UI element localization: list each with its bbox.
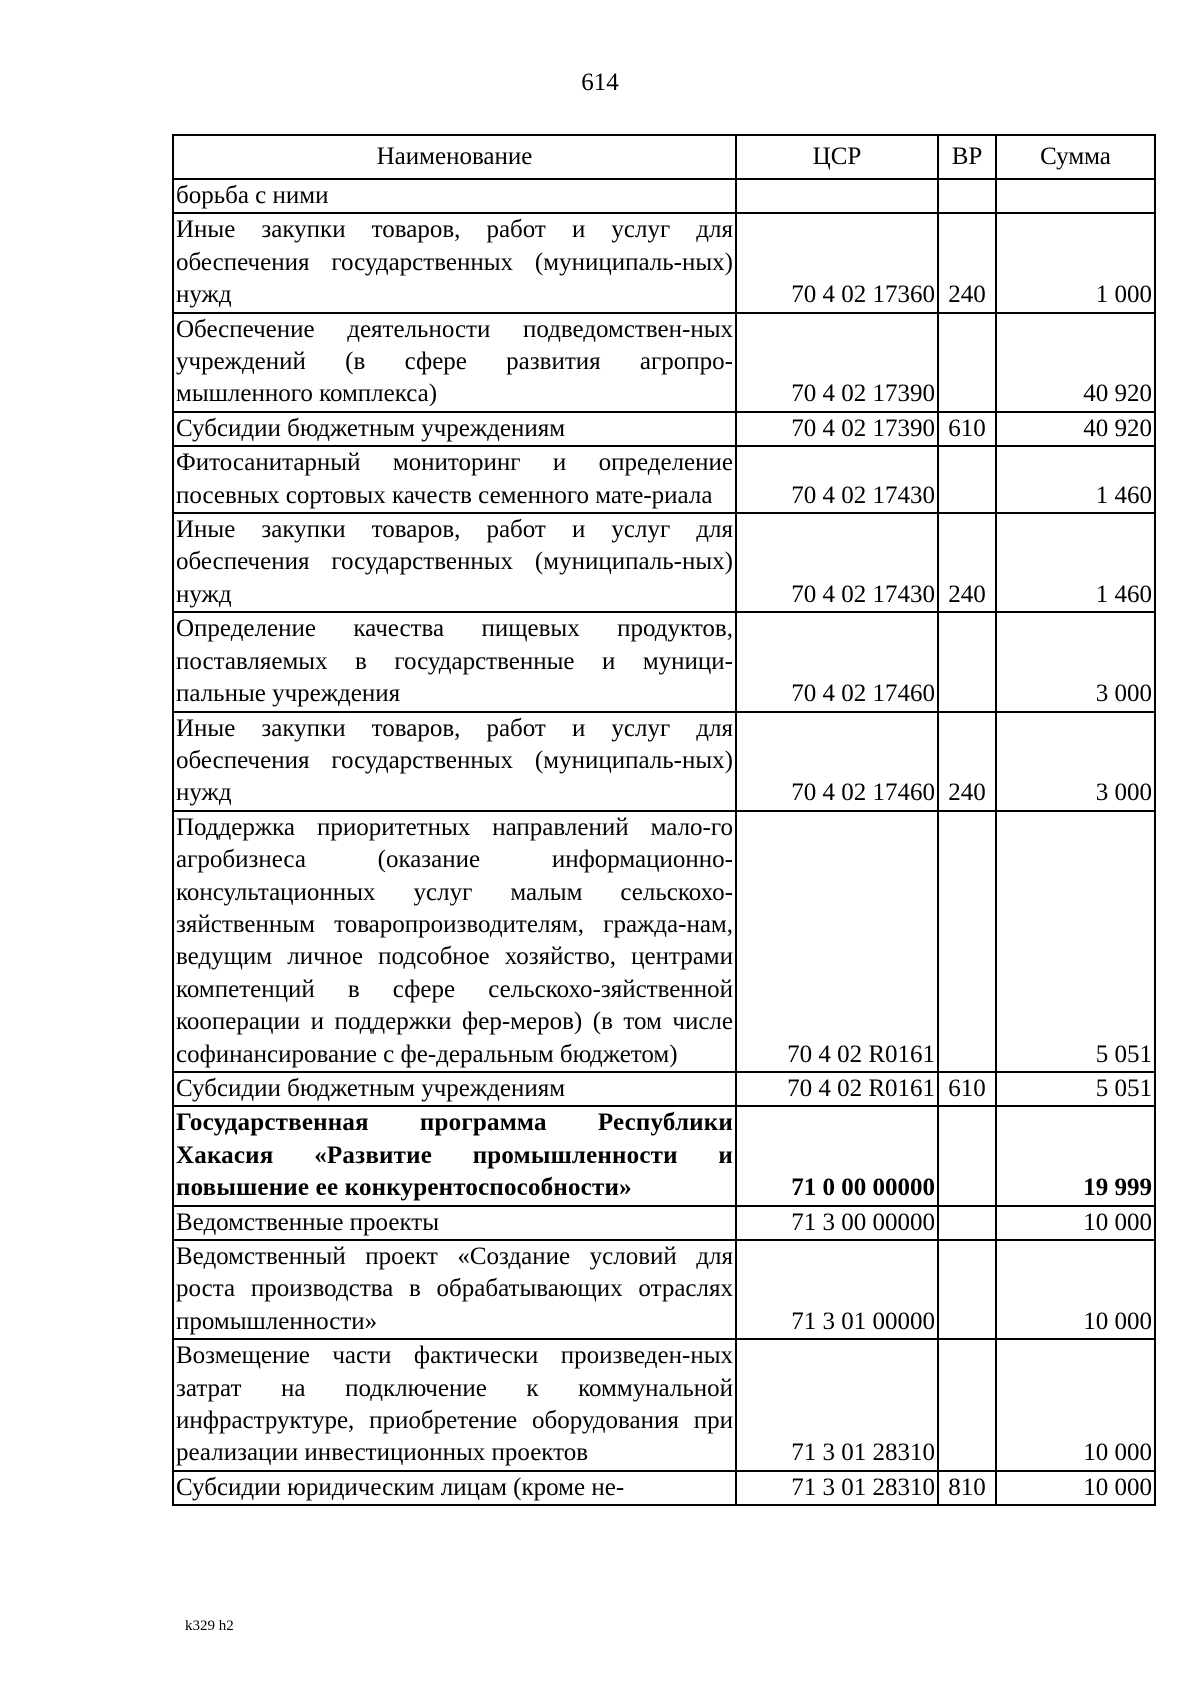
cell-name: Ведомственные проекты xyxy=(173,1206,736,1240)
table-row xyxy=(173,213,1155,312)
table-row xyxy=(173,712,1155,811)
cell-sum: 10 000 xyxy=(996,1339,1155,1471)
cell-csr: 70 4 02 17390 xyxy=(736,412,938,446)
cell-vr xyxy=(938,1106,996,1205)
cell-vr xyxy=(938,612,996,711)
cell-name: Субсидии юридическим лицам (кроме не- xyxy=(173,1471,736,1505)
cell-sum: 10 000 xyxy=(996,1471,1155,1505)
header-sum: Сумма xyxy=(996,135,1155,179)
cell-sum: 1 000 xyxy=(996,213,1155,312)
table-row xyxy=(173,612,1155,711)
cell-csr: 71 3 01 28310 xyxy=(736,1471,938,1505)
cell-name: Возмещение части фактически произведен-ных затрат на подключение к коммунальной инфраструктуре, приобретение оборудования при реализации инвестиционных проектов xyxy=(173,1339,736,1471)
cell-name: Фитосанитарный мониторинг и определение посевных сортовых качеств семенного мате-риала xyxy=(173,446,736,513)
table-row xyxy=(173,1339,1155,1471)
table-row xyxy=(173,446,1155,513)
cell-csr: 71 3 01 28310 xyxy=(736,1339,938,1471)
cell-name: Определение качества пищевых продуктов, поставляемых в государственные и муници-пальные учреждения xyxy=(173,612,736,711)
budget-table xyxy=(172,134,1156,1506)
cell-name: Иные закупки товаров, работ и услуг для обеспечения государственных (муниципаль-ных) нужд xyxy=(173,513,736,612)
cell-vr xyxy=(938,313,996,412)
table-row xyxy=(173,1072,1155,1106)
table-row xyxy=(173,313,1155,412)
cell-csr: 71 0 00 00000 xyxy=(736,1106,938,1205)
cell-sum: 40 920 xyxy=(996,313,1155,412)
cell-csr: 70 4 02 17390 xyxy=(736,313,938,412)
page-number: 614 xyxy=(581,69,619,96)
cell-sum: 10 000 xyxy=(996,1240,1155,1339)
cell-sum: 1 460 xyxy=(996,513,1155,612)
table-row xyxy=(173,1471,1155,1505)
table-row xyxy=(173,1206,1155,1240)
cell-vr: 240 xyxy=(938,213,996,312)
cell-name: Обеспечение деятельности подведомствен-ных учреждений (в сфере развития агропро-мышленного комплекса) xyxy=(173,313,736,412)
cell-vr xyxy=(938,179,996,213)
cell-sum: 3 000 xyxy=(996,712,1155,811)
cell-vr xyxy=(938,811,996,1072)
cell-sum: 5 051 xyxy=(996,1072,1155,1106)
cell-name: Иные закупки товаров, работ и услуг для обеспечения государственных (муниципаль-ных) нужд xyxy=(173,213,736,312)
cell-vr xyxy=(938,1339,996,1471)
cell-name: Субсидии бюджетным учреждениям xyxy=(173,412,736,446)
header-name: Наименование xyxy=(173,135,736,179)
cell-csr: 70 4 02 17360 xyxy=(736,213,938,312)
cell-sum xyxy=(996,179,1155,213)
table-row xyxy=(173,811,1155,1072)
header-vr: ВР xyxy=(938,135,996,179)
cell-vr: 240 xyxy=(938,513,996,612)
cell-vr: 240 xyxy=(938,712,996,811)
footer-code: k329 h2 xyxy=(185,1618,234,1634)
cell-vr: 810 xyxy=(938,1471,996,1505)
table-row xyxy=(173,179,1155,213)
header-csr: ЦСР xyxy=(736,135,938,179)
cell-vr xyxy=(938,1240,996,1339)
cell-csr: 70 4 02 17430 xyxy=(736,446,938,513)
cell-sum: 1 460 xyxy=(996,446,1155,513)
cell-csr: 70 4 02 R0161 xyxy=(736,1072,938,1106)
cell-csr: 71 3 00 00000 xyxy=(736,1206,938,1240)
table-row xyxy=(173,513,1155,612)
cell-csr: 71 3 01 00000 xyxy=(736,1240,938,1339)
cell-csr: 70 4 02 17460 xyxy=(736,712,938,811)
cell-csr: 70 4 02 17460 xyxy=(736,612,938,711)
cell-csr: 70 4 02 17430 xyxy=(736,513,938,612)
cell-vr xyxy=(938,446,996,513)
cell-name: борьба с ними xyxy=(173,179,736,213)
cell-vr: 610 xyxy=(938,412,996,446)
cell-name: Ведомственный проект «Создание условий для роста производства в обрабатывающих отраслях промышленности» xyxy=(173,1240,736,1339)
cell-name: Иные закупки товаров, работ и услуг для обеспечения государственных (муниципаль-ных) нужд xyxy=(173,712,736,811)
cell-csr: 70 4 02 R0161 xyxy=(736,811,938,1072)
cell-name: Поддержка приоритетных направлений мало-го агробизнеса (оказание информационно-консультационных услуг малым сельскохо-зяйственным товаропроизводителям, гражда-нам, ведущим личное подсобное хозяйство, центрами компетенций в сфере сельскохо-зяйственной кооперации и поддержки фер-меров) (в том числе софинансирование с фе-деральным бюджетом) xyxy=(173,811,736,1072)
cell-name: Субсидии бюджетным учреждениям xyxy=(173,1072,736,1106)
cell-sum: 5 051 xyxy=(996,811,1155,1072)
table-row xyxy=(173,412,1155,446)
cell-vr: 610 xyxy=(938,1072,996,1106)
cell-sum: 3 000 xyxy=(996,612,1155,711)
cell-csr xyxy=(736,179,938,213)
cell-sum: 10 000 xyxy=(996,1206,1155,1240)
cell-vr xyxy=(938,1206,996,1240)
table-header-row xyxy=(173,135,1155,179)
table-row xyxy=(173,1240,1155,1339)
cell-sum: 19 999 xyxy=(996,1106,1155,1205)
cell-name: Государственная программа Республики Хакасия «Развитие промышленности и повышение ее конкурентоспособности» xyxy=(173,1106,736,1205)
cell-sum: 40 920 xyxy=(996,412,1155,446)
table-row xyxy=(173,1106,1155,1205)
